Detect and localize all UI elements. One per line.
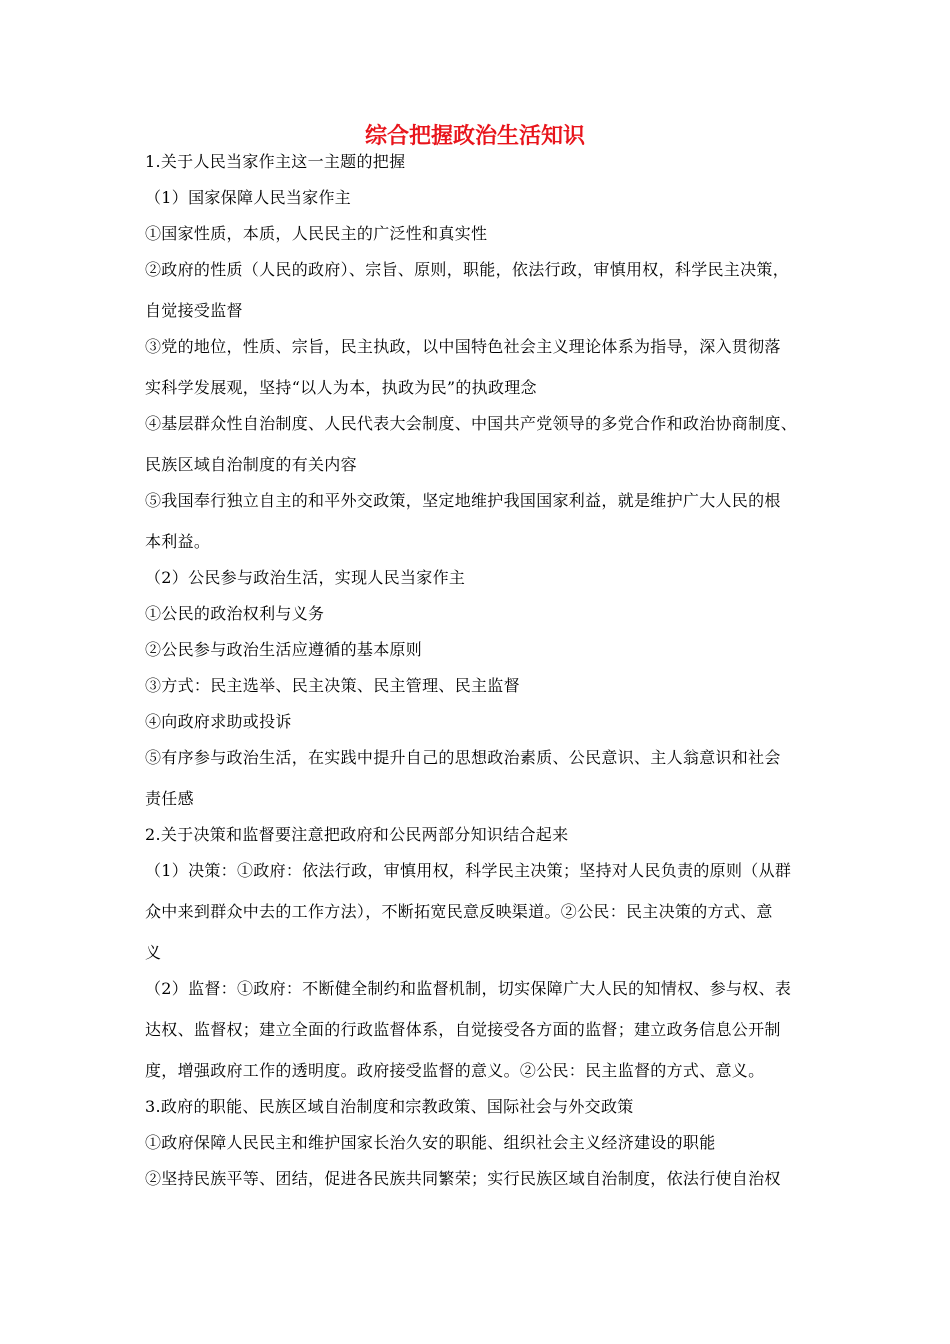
text-line: 众中来到群众中去的工作方法），不断拓宽民意反映渠道。②公民：民主决策的方式、意 xyxy=(145,902,773,921)
text-line: 达权、监督权；建立全面的行政监督体系，自觉接受各方面的监督；建立政务信息公开制 xyxy=(145,1020,781,1039)
text-line: （2）监督：①政府：不断健全制约和监督机制，切实保障广大人民的知情权、参与权、表 xyxy=(145,979,792,998)
subsection-heading-1-2: （2）公民参与政治生活，实现人民当家作主 xyxy=(145,568,466,587)
text-line: ③党的地位，性质、宗旨，民主执政，以中国特色社会主义理论体系为指导，深入贯彻落 xyxy=(145,337,781,356)
text-line: 度，增强政府工作的透明度。政府接受监督的意义。②公民：民主监督的方式、意义。 xyxy=(145,1061,765,1080)
text-line: ①国家性质，本质，人民民主的广泛性和真实性 xyxy=(145,224,488,243)
text-line: 责任感 xyxy=(145,789,194,808)
text-line: 本利益。 xyxy=(145,532,211,551)
text-line: ④向政府求助或投诉 xyxy=(145,712,292,731)
text-line: ⑤有序参与政治生活，在实践中提升自己的思想政治素质、公民意识、主人翁意识和社会 xyxy=(145,748,781,767)
section-heading-2: 2.关于决策和监督要注意把政府和公民两部分知识结合起来 xyxy=(145,825,569,844)
text-line: 实科学发展观，坚持“以人为本，执政为民”的执政理念 xyxy=(145,378,537,397)
section-heading-1: 1.关于人民当家作主这一主题的把握 xyxy=(145,152,406,171)
text-line: 民族区域自治制度的有关内容 xyxy=(145,455,357,474)
text-line: ③方式：民主选举、民主决策、民主管理、民主监督 xyxy=(145,676,520,695)
text-line: 义 xyxy=(145,943,162,962)
text-line: ①公民的政治权利与义务 xyxy=(145,604,325,623)
text-line: ②坚持民族平等、团结，促进各民族共同繁荣；实行民族区域自治制度，依法行使自治权 xyxy=(145,1169,781,1188)
text-line: （1）决策：①政府：依法行政，审慎用权，科学民主决策；坚持对人民负责的原则（从群 xyxy=(145,861,792,880)
text-line: ④基层群众性自治制度、人民代表大会制度、中国共产党领导的多党合作和政治协商制度、 xyxy=(145,414,798,433)
text-line: ②公民参与政治生活应遵循的基本原则 xyxy=(145,640,423,659)
text-line: ①政府保障人民民主和维护国家长治久安的职能、组织社会主义经济建设的职能 xyxy=(145,1133,716,1152)
text-line: ⑤我国奉行独立自主的和平外交政策，坚定地维护我国国家利益，就是维护广大人民的根 xyxy=(145,491,781,510)
text-line: ②政府的性质（人民的政府）、宗旨、原则，职能，依法行政，审慎用权，科学民主决策， xyxy=(145,260,790,279)
document-title: 综合把握政治生活知识 xyxy=(364,124,585,149)
subsection-heading-1-1: （1）国家保障人民当家作主 xyxy=(145,188,352,207)
section-heading-3: 3.政府的职能、民族区域自治制度和宗教政策、国际社会与外交政策 xyxy=(145,1097,634,1116)
text-line: 自觉接受监督 xyxy=(145,301,243,320)
